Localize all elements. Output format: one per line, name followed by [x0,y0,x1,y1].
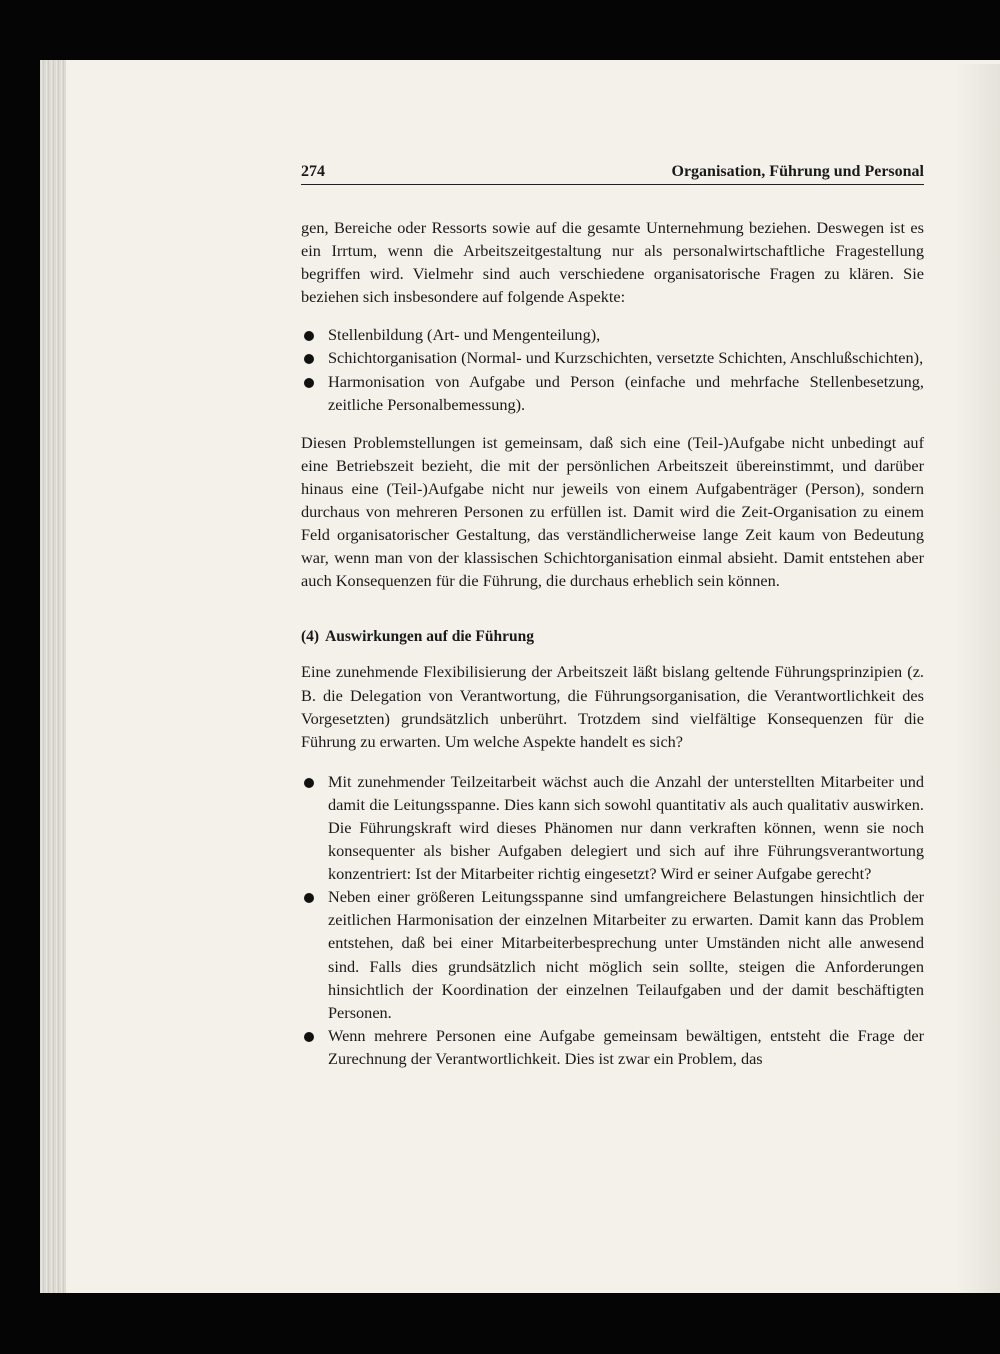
bullet-icon [304,378,314,388]
paragraph-2: Diesen Problemstellungen ist gemeinsam, daß sich eine (Teil-)Aufgabe nicht unbedingt auf eine Betriebszeit bezieht, die mit der persönlichen Arbeitszeit übereinstimmt, und darüber hinaus eine (Teil-)Aufgabe nicht nur jeweils von einem Aufgabenträger (Person), sondern durchaus von mehreren Personen zu erfüllen ist. Damit wird die Zeit-Organisation zu einem Feld organisatorischer Gestaltung, das verständlicherweise lange Zeit kaum von Bedeutung war, wenn man von der klassischen Schichtorganisation einmal absieht. Damit entstehen aber auch Konsequenzen für die Führung, die durchaus erheblich sein können. [301,432,924,591]
list-item-text: Mit zunehmender Teilzeitarbeit wächst auch die Anzahl der unterstellten Mitarbeiter und damit die Leitungsspanne. Dies kann sich sowohl quantitativ als auch qualitativ auswirken. Die Führungskraft wird dieses Phänomen nur dann verkraften können, wenn sie noch konsequenter als bisher Aufgaben delegiert und sich auf ihre Führungsverantwortung konzentriert: Ist der Mitarbeiter richtig eingesetzt? Wird er seiner Aufgabe gerecht? [328,771,924,884]
page-content [301,160,924,1070]
bullet-icon [304,354,314,364]
bullet-icon [304,331,314,341]
bullet-icon [304,778,314,788]
bullet-list-2 [301,770,924,1070]
paragraph-1: gen, Bereiche oder Ressorts sowie auf die gesamte Unternehmung beziehen. Deswegen ist es ein Irrtum, wenn die Arbeitszeitgestaltung nur als personalwirtschaftliche Fragestellung begriffen wird. Vielmehr sind auch verschiedene organisatorische Fragen zu klären. Sie beziehen sich insbesondere auf folgende Aspekte: [301,218,924,307]
list-item-text: Harmonisation von Aufgabe und Person (einfache und mehrfache Stellenbesetzung, zeitliche Personalbemessung). [328,371,924,414]
bullet-icon [304,1032,314,1042]
list-item-text: Schichtorganisation (Normal- und Kurzschichten, versetzte Schichten, Anschlußschichten), [328,348,924,368]
page-right-edge [958,64,1000,1293]
list-item [301,885,924,1024]
paragraph-3: Eine zunehmende Flexibilisierung der Arbeitszeit läßt bislang geltende Führungsprinzipien (z. B. die Delegation von Verantwortung, die Führungsorganisation, die Verantwortlichkeit des Vorgesetzten) grundsätzlich unberührt. Trotzdem sind vielfältige Konsequenzen für die Führung zu erwarten. Um welche Aspekte handelt es sich? [301,662,924,751]
page-stack-edge [40,60,66,1293]
list-item-text: Wenn mehrere Personen eine Aufgabe gemeinsam bewältigen, entsteht die Frage der Zurechnung der Verantwortlichkeit. Dies ist zwar ein Problem, das [328,1025,924,1068]
list-item [301,323,924,346]
section-heading [301,625,924,648]
list-item-text: Stellenbildung (Art- und Mengenteilung), [328,325,601,345]
list-item [301,1024,924,1070]
section-title: Auswirkungen auf die Führung [325,628,534,646]
bullet-list-1 [301,323,924,415]
page-number: 274 [301,163,325,180]
running-header [301,160,924,185]
list-item [301,770,924,885]
list-item [301,346,924,369]
list-item [301,370,924,416]
list-item-text: Neben einer größeren Leitungsspanne sind umfangreichere Belastungen hinsichtlich der zeitlichen Harmonisation der einzelnen Mitarbeiter zu erwarten. Damit kann das Problem entstehen, daß bei einer Mitarbeiterbesprechung unter Umständen nicht alle anwesend sind. Falls dies grundsätzlich nicht möglich sein sollte, steigen die Anforderungen hinsichtlich der Koordination der einzelnen Teilaufgaben und der damit beschäftigten Personen. [328,887,924,1022]
running-title: Organisation, Führung und Personal [671,163,924,180]
section-number: (4) [301,628,320,646]
bullet-icon [304,893,314,903]
